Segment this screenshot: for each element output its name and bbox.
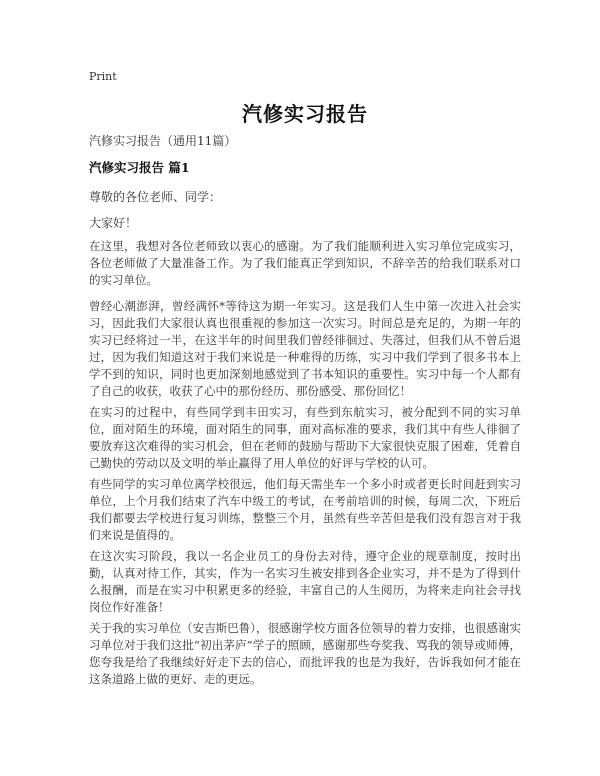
paragraph-2: 曾经心潮澎湃，曾经满怀*等待这为期一年实习。这是我们人生中第一次进入社会实习，因此我们大家很认真也很重视的参加这一次实习。时间总是充足的，为期一年的实习已经将过一半，在这半年的时间里我们曾经徘徊过、失落过，但我们从不曾后退过，因为我们知道这对于我们来说是一种难得的历练，实习中我们学到了很多书本上学不到的知识，同时也更加深刻地感觉到了书本知识的重要性。实习中每一个人都有了自己的收获，收获了心中的那份经历、那份感受、那份回忆！: [89, 299, 521, 398]
salutation: 尊敬的各位老师、同学：: [89, 190, 222, 204]
section-heading: 汽修实习报告 篇1: [89, 160, 190, 175]
document-title: 汽修实习报告: [242, 102, 368, 126]
document-subtitle: 汽修实习报告（通用11篇）: [89, 134, 237, 148]
paragraph-4: 有些同学的实习单位离学校很远，他们每天需坐车一个多小时或者更长时间赶到实习单位，上个月我们结束了汽车中级工的考试，在考前培训的时候，每周二次，下班后我们都要去学校进行复习训练，整整三个月，虽然有些辛苦但是我们没有怨言对于我们来说是值得的。: [89, 477, 521, 542]
paragraph-1: 在这里，我想对各位老师致以衷心的感谢。为了我们能顺利进入实习单位完成实习，各位老师做了大量准备工作。为了我们能真正学到知识，不辞辛苦的给我们联系对口的实习单位。: [89, 239, 521, 287]
paragraph-6: 关于我的实习单位（安吉斯巴鲁），很感谢学校方面各位领导的着力安排，也很感谢实习单位对于我们这批“初出茅庐”学子的照顾，感谢那些夸奖我、骂我的领导或师傅，您夸我是给了我继续好好走下去的信心，而批评我的也是为我好，告诉我如何才能在这条道路上做的更好、走的更远。: [89, 621, 521, 686]
paragraph-3: 在实习的过程中，有些同学到丰田实习，有些到东航实习，被分配到不同的实习单位，面对陌生的环境，面对陌生的同事，面对高标准的要求，我们其中有些人徘徊了要放弃这次难得的实习机会，但在老师的鼓励与帮助下大家很快克服了困难，凭着自己勤快的劳动以及文明的举止赢得了用人单位的好评与学校的认可。: [89, 405, 521, 470]
greeting: 大家好！: [89, 216, 138, 230]
print-label: Print: [89, 70, 117, 83]
paragraph-5: 在这次实习阶段，我以一名企业员工的身份去对待，遵守企业的规章制度，按时出勤，认真对待工作，其实，作为一名实习生被安排到各企业实习，并不是为了得到什么报酬，而是在实习中积累更多的经验，丰富自己的人生阅历，为将来走向社会寻找岗位作好准备！: [89, 549, 521, 614]
